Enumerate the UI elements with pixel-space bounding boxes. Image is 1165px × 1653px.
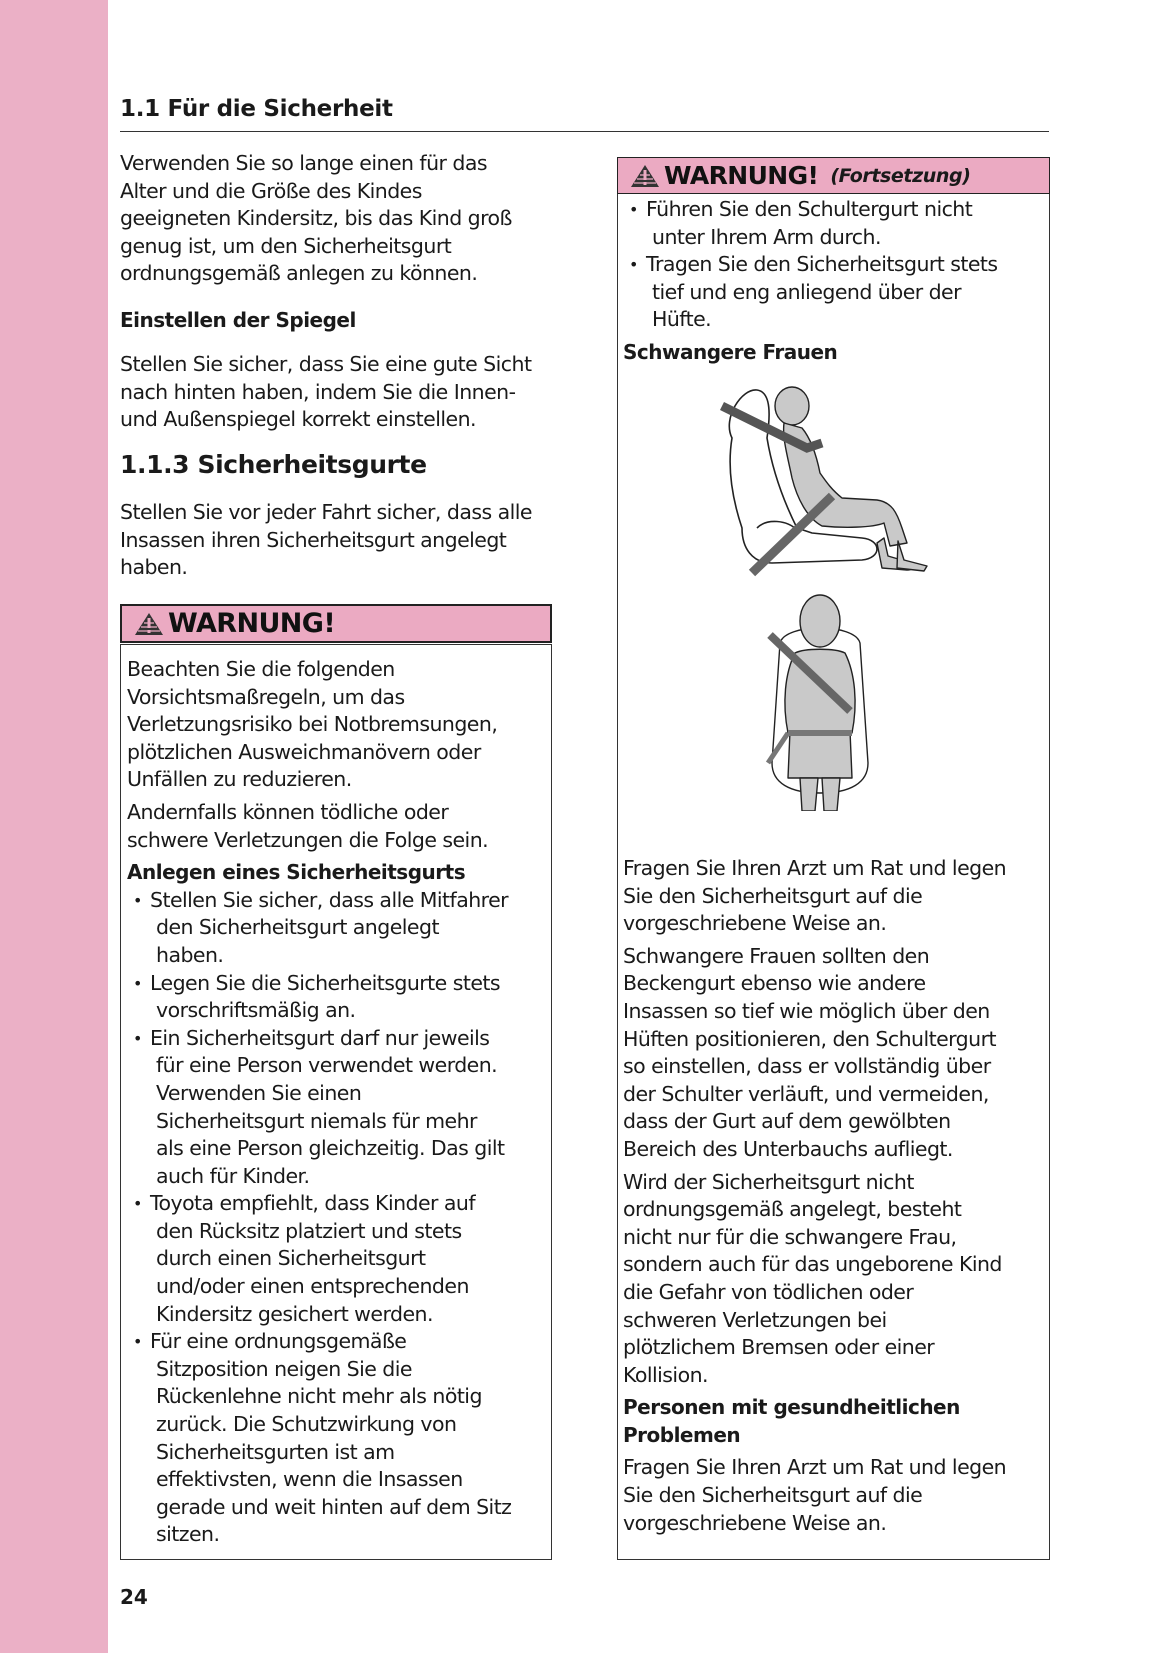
text-line: sondern auch für das ungeborene Kind <box>623 1252 1002 1277</box>
text-line: Wird der Sicherheitsgurt nicht <box>623 1169 914 1194</box>
health-subheading <box>623 1394 1043 1449</box>
text-line: als eine Person gleichzeitig. Das gilt <box>156 1136 505 1161</box>
text-line: Alter und die Größe des Kindes <box>120 178 422 203</box>
text-line: dass der Gurt auf dem gewölbten <box>623 1109 951 1134</box>
text-line: plötzlichen Ausweichmanövern oder <box>127 739 481 764</box>
text-line: Andernfalls können tödliche oder <box>127 799 449 824</box>
pregnant-woman-side-view-illustration <box>712 378 942 588</box>
text-line: Problemen <box>623 1422 741 1447</box>
warning-bullet-list <box>127 887 551 1549</box>
text-line: nach hinten haben, indem Sie die Innen- <box>120 379 516 404</box>
text-line: Stellen Sie vor jeder Fahrt sicher, dass alle <box>120 500 532 524</box>
section-heading: 1.1 Für die Sicherheit <box>120 96 393 122</box>
text-line: der Schulter verläuft, und vermeiden, <box>623 1081 989 1106</box>
text-line: unter Ihrem Arm durch. <box>652 224 881 249</box>
pregnant-subheading: Schwangere Frauen <box>623 339 838 364</box>
text-line: Sitzposition neigen Sie die <box>156 1356 412 1381</box>
text-line: Kollision. <box>623 1362 708 1387</box>
text-line: Kindersitz gesichert werden. <box>156 1301 433 1326</box>
text-line: Hüften positionieren, den Schultergurt <box>623 1026 996 1051</box>
right-warning-content <box>623 196 1043 367</box>
warning-title: WARNUNG! <box>664 161 819 190</box>
warning-title: WARNUNG! <box>168 608 336 639</box>
warning-header <box>120 604 552 643</box>
text-line: Fragen Sie Ihren Arzt um Rat und legen <box>623 1455 1007 1480</box>
paragraph <box>623 855 1043 938</box>
paragraph <box>623 1169 1043 1390</box>
text-line: • Toyota empfiehlt, dass Kinder auf <box>150 1191 476 1216</box>
paragraph <box>623 1454 1043 1537</box>
text-line: ordnungsgemäß anlegen zu können. <box>120 261 478 286</box>
text-line: effektivsten, wenn die Insassen <box>156 1467 463 1492</box>
text-line: vorschriftsmäßig an. <box>156 998 356 1023</box>
list-item <box>127 887 551 970</box>
text-line: haben. <box>120 555 188 580</box>
text-line: genug ist, um den Sicherheitsgurt <box>120 233 452 258</box>
text-line: • Ein Sicherheitsgurt darf nur jeweils <box>150 1025 490 1050</box>
text-line: Rückenlehne nicht mehr als nötig <box>156 1384 482 1409</box>
text-line: ordnungsgemäß angelegt, besteht <box>623 1197 962 1222</box>
mirror-subheading: Einstellen der Spiegel <box>120 308 356 332</box>
list-item <box>127 1025 551 1191</box>
text-line: vorgeschriebene Weise an. <box>623 911 887 936</box>
text-line: Sicherheitsgurt niemals für mehr <box>156 1108 477 1133</box>
text-line: Insassen so tief wie möglich über den <box>623 998 990 1023</box>
text-line: schwere Verletzungen die Folge sein. <box>127 827 489 852</box>
text-line: Vorsichtsmaßregeln, um das <box>127 684 405 709</box>
text-line: und Außenspiegel korrekt einstellen. <box>120 407 476 432</box>
pink-margin-strip <box>0 0 108 1653</box>
text-line: Beckengurt ebenso wie andere <box>623 971 926 996</box>
text-line: Verwenden Sie einen <box>156 1080 362 1105</box>
text-line: geeigneten Kindersitz, bis das Kind groß <box>120 206 512 231</box>
text-line: auch für Kinder. <box>156 1163 310 1188</box>
warning-paragraph <box>127 799 551 854</box>
text-line: den Rücksitz platziert und stets <box>156 1218 462 1243</box>
text-line: sitzen. <box>156 1522 220 1547</box>
paragraph <box>623 943 1043 1164</box>
mirror-paragraph <box>120 351 560 434</box>
text-line: Verwenden Sie so lange einen für das <box>120 151 487 175</box>
text-line: • Stellen Sie sicher, dass alle Mitfahrer <box>150 887 509 912</box>
text-line: Stellen Sie sicher, dass Sie eine gute Sicht <box>120 352 532 376</box>
text-line: die Gefahr von tödlichen oder <box>623 1279 914 1304</box>
belts-heading: 1.1.3 Sicherheitsgurte <box>120 450 427 479</box>
text-line: den Sicherheitsgurt angelegt <box>156 915 439 940</box>
list-item <box>623 196 1043 251</box>
warning-continuation-label: (Fortsetzung) <box>830 164 971 187</box>
text-line: für eine Person verwendet werden. <box>156 1053 498 1078</box>
heading-rule <box>120 131 1049 132</box>
text-line: Beachten Sie die folgenden <box>127 657 395 681</box>
text-line: und/oder einen entsprechenden <box>156 1274 469 1299</box>
list-item <box>127 970 551 1025</box>
list-item <box>127 1190 551 1328</box>
list-item <box>127 1328 551 1549</box>
belts-paragraph <box>120 499 560 582</box>
warning-continuation-header <box>617 157 1050 194</box>
text-line: zurück. Die Schutzwirkung von <box>156 1412 457 1437</box>
text-line: Schwangere Frauen sollten den <box>623 943 930 968</box>
intro-paragraph <box>120 150 560 288</box>
text-line: nicht nur für die schwangere Frau, <box>623 1224 957 1249</box>
text-line: • Legen Sie die Sicherheitsgurte stets <box>150 970 501 995</box>
text-line: so einstellen, dass er vollständig über <box>623 1054 991 1079</box>
warning-paragraph <box>127 656 551 794</box>
warning-triangle-icon <box>134 612 164 636</box>
text-line: Sie den Sicherheitsgurt auf die <box>623 883 923 908</box>
text-line: • Für eine ordnungsgemäße <box>150 1329 407 1354</box>
text-line: Insassen ihren Sicherheitsgurt angelegt <box>120 527 507 552</box>
text-line: Personen mit gesundheitlichen <box>623 1395 960 1420</box>
text-line: plötzlichem Bremsen oder einer <box>623 1335 935 1360</box>
text-line: Bereich des Unterbauchs aufliegt. <box>623 1136 953 1161</box>
warning-subheading: Anlegen eines Sicherheitsgurts <box>127 860 466 885</box>
text-line: Unfällen zu reduzieren. <box>127 767 352 792</box>
text-line: Verletzungsrisiko bei Notbremsungen, <box>127 712 498 737</box>
text-line: • Tragen Sie den Sicherheitsgurt stets <box>646 252 998 277</box>
warning-bullet-list <box>623 196 1043 334</box>
text-line: tief und eng anliegend über der <box>652 279 961 304</box>
pregnant-woman-front-view-illustration <box>760 593 880 811</box>
warning-body <box>120 644 552 1560</box>
text-line: haben. <box>156 942 224 967</box>
pregnant-section-text <box>623 855 1043 1537</box>
text-line: • Führen Sie den Schultergurt nicht <box>646 197 973 221</box>
text-line: Sie den Sicherheitsgurt auf die <box>623 1483 923 1508</box>
list-item <box>623 251 1043 334</box>
text-line: gerade und weit hinten auf dem Sitz <box>156 1494 512 1519</box>
text-line: durch einen Sicherheitsgurt <box>156 1246 426 1271</box>
text-line: vorgeschriebene Weise an. <box>623 1510 887 1535</box>
page-number: 24 <box>120 1585 148 1609</box>
text-line: Hüfte. <box>652 307 712 332</box>
text-line: schweren Verletzungen bei <box>623 1307 887 1332</box>
text-line: Sicherheitsgurten ist am <box>156 1439 395 1464</box>
warning-triangle-icon <box>630 164 660 188</box>
text-line: Fragen Sie Ihren Arzt um Rat und legen <box>623 856 1007 880</box>
